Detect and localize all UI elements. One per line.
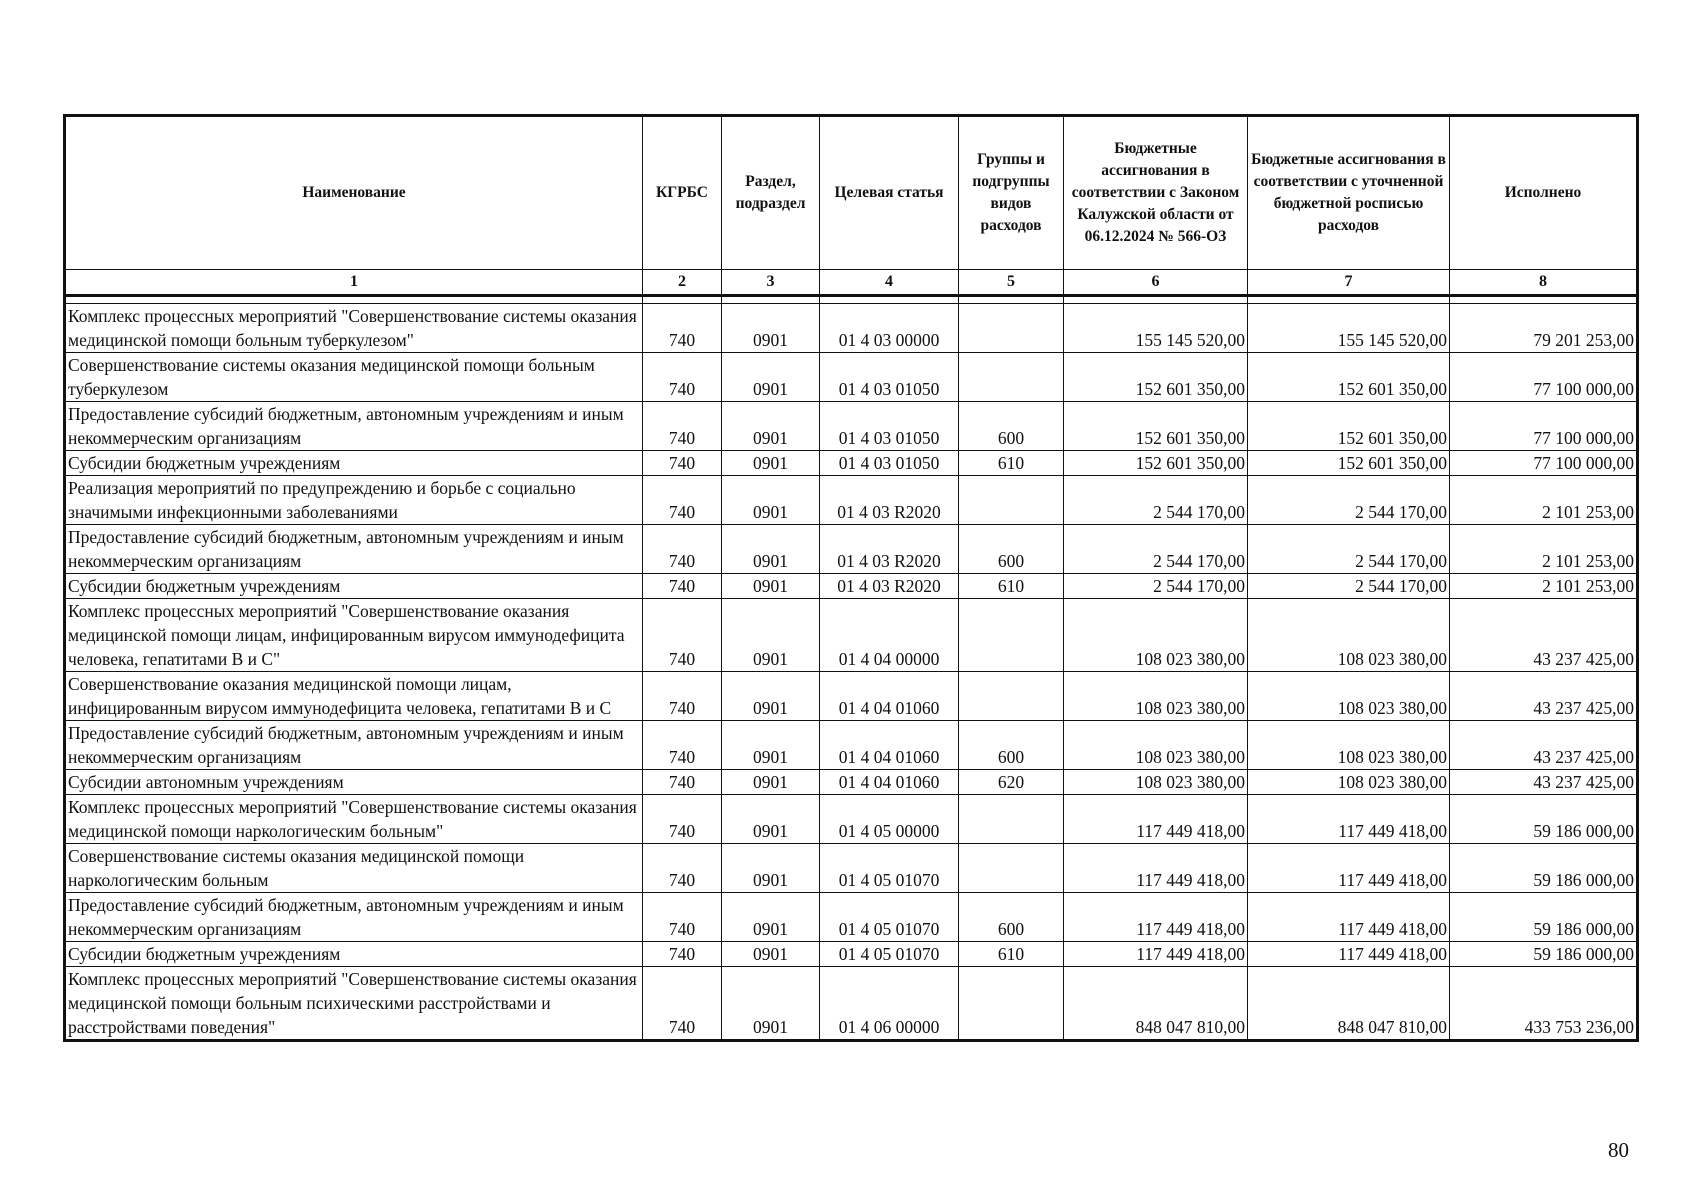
cell-law-amount: 152 601 350,00: [1064, 402, 1248, 451]
cell-target: 01 4 03 R2020: [820, 525, 959, 574]
col-number: 6: [1064, 270, 1248, 296]
cell-razdel: 0901: [722, 770, 820, 795]
cell-kgrbs: 740: [643, 304, 722, 353]
cell-executed-amount: 43 237 425,00: [1450, 599, 1638, 672]
cell-executed-amount: 2 101 253,00: [1450, 525, 1638, 574]
table-row: [65, 476, 1638, 525]
cell-law-amount: 117 449 418,00: [1064, 942, 1248, 967]
cell-refined-amount: 155 145 520,00: [1248, 304, 1450, 353]
cell-target: 01 4 04 01060: [820, 721, 959, 770]
col-number: 7: [1248, 270, 1450, 296]
cell-executed-amount: 59 186 000,00: [1450, 844, 1638, 893]
cell-target: 01 4 04 01060: [820, 770, 959, 795]
cell-kgrbs: 740: [643, 942, 722, 967]
cell-refined-amount: 2 544 170,00: [1248, 525, 1450, 574]
cell-refined-amount: 108 023 380,00: [1248, 721, 1450, 770]
table-row: [65, 525, 1638, 574]
cell-target: 01 4 04 00000: [820, 599, 959, 672]
cell-razdel: 0901: [722, 353, 820, 402]
col-header-executed: Исполнено: [1450, 116, 1638, 270]
cell-executed-amount: 79 201 253,00: [1450, 304, 1638, 353]
cell-razdel: 0901: [722, 721, 820, 770]
cell-name: Предоставление субсидий бюджетным, автономным учреждениям и иным некоммерческим организациям: [65, 893, 643, 942]
cell-target: 01 4 05 01070: [820, 844, 959, 893]
cell-executed-amount: 43 237 425,00: [1450, 672, 1638, 721]
cell-razdel: 0901: [722, 574, 820, 599]
table-row: [65, 844, 1638, 893]
cell-target: 01 4 06 00000: [820, 967, 959, 1041]
col-header-group: Группы и подгруппы видов расходов: [959, 116, 1064, 270]
cell-law-amount: 108 023 380,00: [1064, 599, 1248, 672]
cell-law-amount: 117 449 418,00: [1064, 844, 1248, 893]
cell-refined-amount: 108 023 380,00: [1248, 672, 1450, 721]
cell-executed-amount: 59 186 000,00: [1450, 942, 1638, 967]
cell-refined-amount: 108 023 380,00: [1248, 770, 1450, 795]
cell-target: 01 4 03 01050: [820, 451, 959, 476]
cell-group: [959, 476, 1064, 525]
cell-target: 01 4 04 01060: [820, 672, 959, 721]
cell-group: 610: [959, 451, 1064, 476]
cell-name: Совершенствование оказания медицинской помощи лицам, инфицированным вирусом иммунодефицита человека, гепатитами В и С: [65, 672, 643, 721]
cell-law-amount: 155 145 520,00: [1064, 304, 1248, 353]
cell-name: Субсидии автономным учреждениям: [65, 770, 643, 795]
cell-razdel: 0901: [722, 599, 820, 672]
cell-name: Предоставление субсидий бюджетным, автономным учреждениям и иным некоммерческим организациям: [65, 402, 643, 451]
table-row: [65, 574, 1638, 599]
cell-name: Предоставление субсидий бюджетным, автономным учреждениям и иным некоммерческим организациям: [65, 525, 643, 574]
cell-name: Субсидии бюджетным учреждениям: [65, 574, 643, 599]
cell-law-amount: 108 023 380,00: [1064, 770, 1248, 795]
cell-name: Комплекс процессных мероприятий "Совершенствование системы оказания медицинской помощи наркологическим больным": [65, 795, 643, 844]
col-number: 2: [643, 270, 722, 296]
cell-name: Субсидии бюджетным учреждениям: [65, 942, 643, 967]
cell-executed-amount: 77 100 000,00: [1450, 353, 1638, 402]
cell-executed-amount: 43 237 425,00: [1450, 770, 1638, 795]
column-number-row: [65, 270, 1638, 296]
cell-kgrbs: 740: [643, 525, 722, 574]
cell-law-amount: 108 023 380,00: [1064, 721, 1248, 770]
cell-refined-amount: 2 544 170,00: [1248, 476, 1450, 525]
cell-name: Субсидии бюджетным учреждениям: [65, 451, 643, 476]
cell-kgrbs: 740: [643, 672, 722, 721]
cell-name: Комплекс процессных мероприятий "Совершенствование системы оказания медицинской помощи больным туберкулезом": [65, 304, 643, 353]
cell-executed-amount: 59 186 000,00: [1450, 893, 1638, 942]
col-header-target: Целевая статья: [820, 116, 959, 270]
table-row: [65, 942, 1638, 967]
cell-razdel: 0901: [722, 402, 820, 451]
cell-law-amount: 117 449 418,00: [1064, 795, 1248, 844]
cell-group: 620: [959, 770, 1064, 795]
cell-group: 600: [959, 402, 1064, 451]
cell-refined-amount: 152 601 350,00: [1248, 402, 1450, 451]
cell-razdel: 0901: [722, 304, 820, 353]
cell-razdel: 0901: [722, 525, 820, 574]
cell-kgrbs: 740: [643, 770, 722, 795]
cell-executed-amount: 2 101 253,00: [1450, 574, 1638, 599]
cell-kgrbs: 740: [643, 844, 722, 893]
cell-razdel: 0901: [722, 451, 820, 476]
cell-kgrbs: 740: [643, 893, 722, 942]
cell-kgrbs: 740: [643, 599, 722, 672]
cell-target: 01 4 03 01050: [820, 353, 959, 402]
cell-target: 01 4 03 R2020: [820, 574, 959, 599]
cell-name: Комплекс процессных мероприятий "Совершенствование системы оказания медицинской помощи больным психическими расстройствами и расстройствами поведения": [65, 967, 643, 1041]
cell-group: [959, 795, 1064, 844]
cell-kgrbs: 740: [643, 967, 722, 1041]
table-row: [65, 721, 1638, 770]
cell-law-amount: 848 047 810,00: [1064, 967, 1248, 1041]
cell-refined-amount: 848 047 810,00: [1248, 967, 1450, 1041]
col-header-kgrbs: КГРБС: [643, 116, 722, 270]
table-row: [65, 967, 1638, 1041]
cell-executed-amount: 77 100 000,00: [1450, 451, 1638, 476]
cell-law-amount: 152 601 350,00: [1064, 451, 1248, 476]
cell-name: Комплекс процессных мероприятий "Совершенствование оказания медицинской помощи лицам, инфицированным вирусом иммунодефицита человека, гепатитами В и С": [65, 599, 643, 672]
cell-group: [959, 967, 1064, 1041]
col-number: 3: [722, 270, 820, 296]
cell-law-amount: 152 601 350,00: [1064, 353, 1248, 402]
cell-razdel: 0901: [722, 476, 820, 525]
cell-executed-amount: 2 101 253,00: [1450, 476, 1638, 525]
cell-executed-amount: 433 753 236,00: [1450, 967, 1638, 1041]
table-row: [65, 304, 1638, 353]
cell-kgrbs: 740: [643, 476, 722, 525]
table-row: [65, 795, 1638, 844]
cell-refined-amount: 117 449 418,00: [1248, 795, 1450, 844]
cell-group: 600: [959, 721, 1064, 770]
cell-razdel: 0901: [722, 844, 820, 893]
table-row: [65, 599, 1638, 672]
header-row: [65, 116, 1638, 270]
cell-target: 01 4 05 01070: [820, 942, 959, 967]
cell-kgrbs: 740: [643, 402, 722, 451]
cell-group: [959, 672, 1064, 721]
cell-target: 01 4 03 R2020: [820, 476, 959, 525]
cell-kgrbs: 740: [643, 353, 722, 402]
cell-refined-amount: 117 449 418,00: [1248, 893, 1450, 942]
cell-kgrbs: 740: [643, 795, 722, 844]
cell-law-amount: 2 544 170,00: [1064, 476, 1248, 525]
cell-name: Совершенствование системы оказания медицинской помощи больным туберкулезом: [65, 353, 643, 402]
cell-target: 01 4 03 00000: [820, 304, 959, 353]
cell-executed-amount: 59 186 000,00: [1450, 795, 1638, 844]
cell-law-amount: 2 544 170,00: [1064, 574, 1248, 599]
col-header-razdel: Раздел, подраздел: [722, 116, 820, 270]
cell-group: 610: [959, 942, 1064, 967]
cell-razdel: 0901: [722, 672, 820, 721]
cell-law-amount: 108 023 380,00: [1064, 672, 1248, 721]
col-number: 4: [820, 270, 959, 296]
budget-table: [63, 114, 1639, 1042]
table-row: [65, 451, 1638, 476]
cell-group: 600: [959, 525, 1064, 574]
cell-group: [959, 844, 1064, 893]
cell-target: 01 4 05 01070: [820, 893, 959, 942]
table-row: [65, 402, 1638, 451]
cell-target: 01 4 03 01050: [820, 402, 959, 451]
page-number: 80: [1608, 1138, 1629, 1162]
cell-name: Совершенствование системы оказания медицинской помощи наркологическим больным: [65, 844, 643, 893]
col-number: 1: [65, 270, 643, 296]
cell-name: Реализация мероприятий по предупреждению и борьбе с социально значимыми инфекционными заболеваниями: [65, 476, 643, 525]
col-number: 5: [959, 270, 1064, 296]
cell-name: Предоставление субсидий бюджетным, автономным учреждениям и иным некоммерческим организациям: [65, 721, 643, 770]
cell-refined-amount: 117 449 418,00: [1248, 942, 1450, 967]
cell-refined-amount: 2 544 170,00: [1248, 574, 1450, 599]
cell-razdel: 0901: [722, 967, 820, 1041]
cell-group: 600: [959, 893, 1064, 942]
cell-group: [959, 353, 1064, 402]
table-row: [65, 893, 1638, 942]
cell-target: 01 4 05 00000: [820, 795, 959, 844]
table-row: [65, 770, 1638, 795]
col-header-law: Бюджетные ассигнования в соответствии с Законом Калужской области от 06.12.2024 № 566-ОЗ: [1064, 116, 1248, 270]
cell-executed-amount: 43 237 425,00: [1450, 721, 1638, 770]
col-header-refined: Бюджетные ассигнования в соответствии с уточненной бюджетной росписью расходов: [1248, 116, 1450, 270]
cell-group: [959, 304, 1064, 353]
cell-law-amount: 117 449 418,00: [1064, 893, 1248, 942]
cell-group: [959, 599, 1064, 672]
cell-executed-amount: 77 100 000,00: [1450, 402, 1638, 451]
cell-razdel: 0901: [722, 795, 820, 844]
cell-refined-amount: 152 601 350,00: [1248, 451, 1450, 476]
cell-razdel: 0901: [722, 893, 820, 942]
col-number: 8: [1450, 270, 1638, 296]
cell-razdel: 0901: [722, 942, 820, 967]
spacer-row: [65, 296, 1638, 304]
cell-refined-amount: 108 023 380,00: [1248, 599, 1450, 672]
cell-group: 610: [959, 574, 1064, 599]
col-header-name: Наименование: [65, 116, 643, 270]
cell-kgrbs: 740: [643, 451, 722, 476]
table-row: [65, 672, 1638, 721]
cell-refined-amount: 117 449 418,00: [1248, 844, 1450, 893]
cell-kgrbs: 740: [643, 721, 722, 770]
cell-refined-amount: 152 601 350,00: [1248, 353, 1450, 402]
table-body: [65, 296, 1638, 1041]
table-row: [65, 353, 1638, 402]
cell-kgrbs: 740: [643, 574, 722, 599]
cell-law-amount: 2 544 170,00: [1064, 525, 1248, 574]
